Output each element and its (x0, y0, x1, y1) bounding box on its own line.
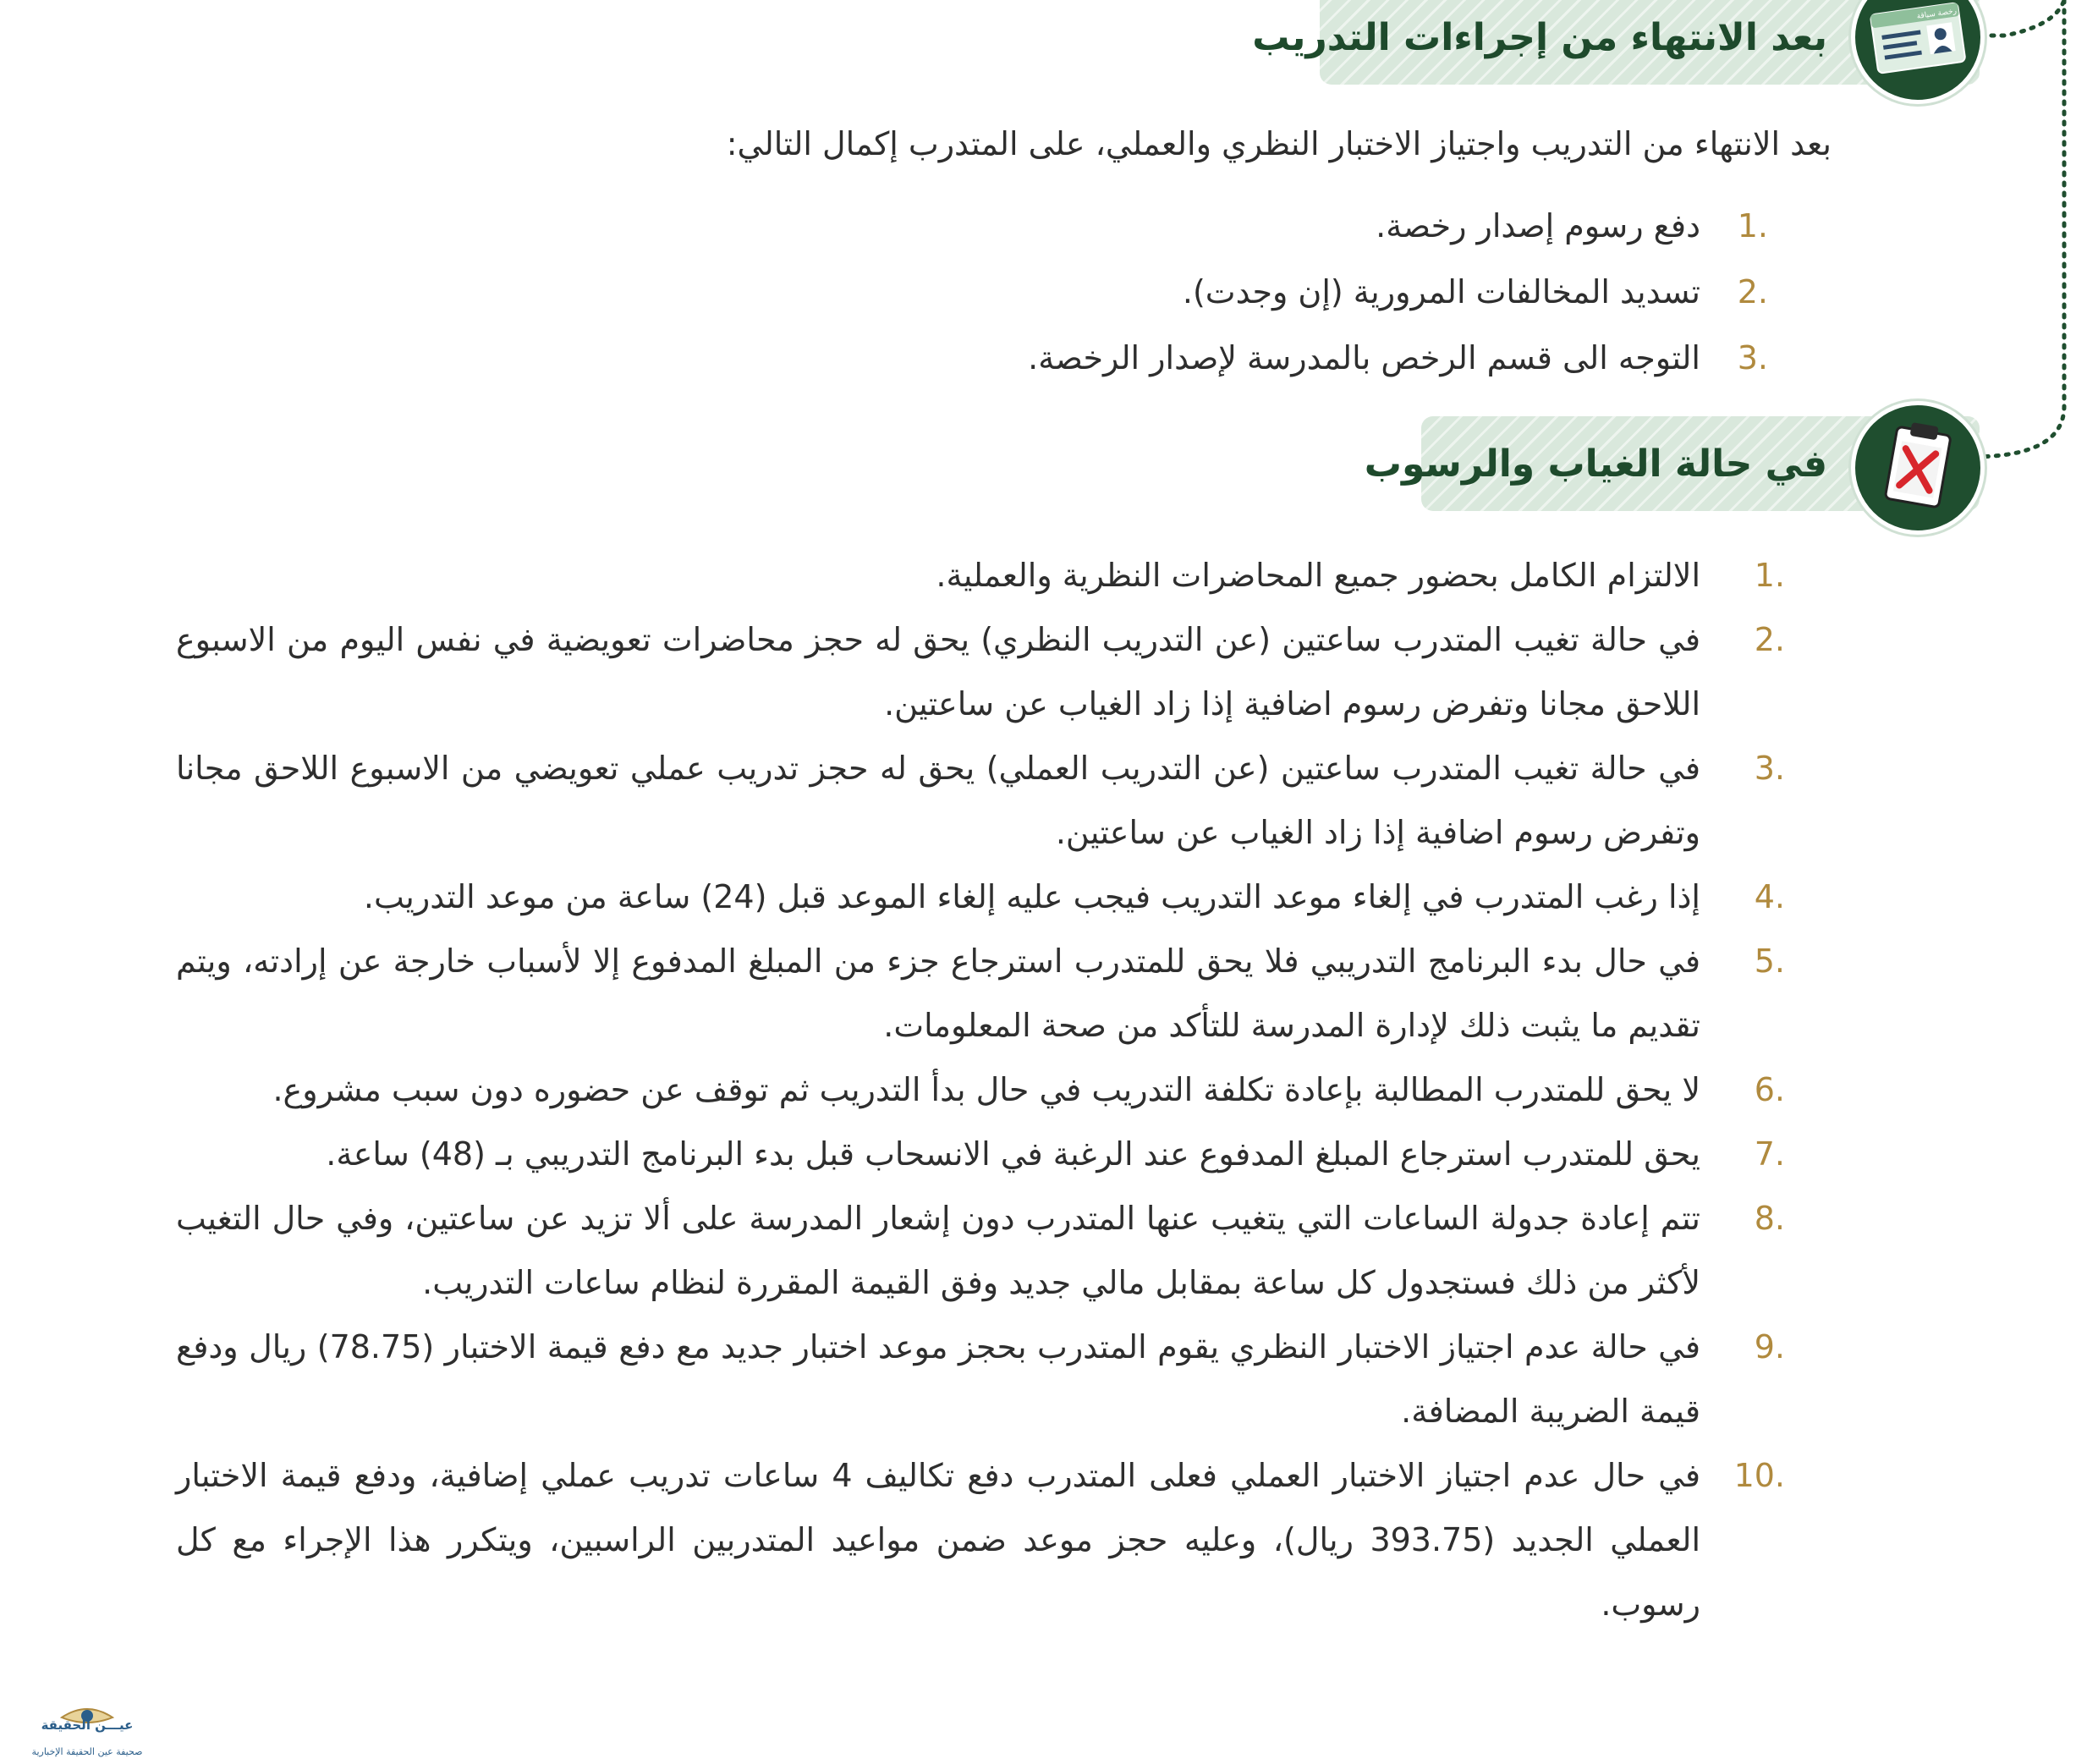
item-text: الالتزام الكامل بحضور جميع المحاضرات النظرية والعملية. (936, 557, 1700, 594)
item-text: يحق للمتدرب استرجاع المبلغ المدفوع عند الرغبة في الانسحاب قبل بدء البرنامج التدريبي بـ (48) ساعة. (326, 1135, 1700, 1173)
section-title: في حالة الغياب والرسوب (1364, 442, 1827, 486)
item-text: في حال بدء البرنامج التدريبي فلا يحق للمتدرب استرجاع جزء من المبلغ المدفوع إلا لأسباب خارجة عن إرادته، ويتم تقديم ما يثبت ذلك لإدارة المدرسة للتأكد من صحة المعلومات. (176, 942, 1700, 1044)
item-text: في حالة عدم اجتياز الاختبار النظري يقوم المتدرب بحجز موعد اختبار جديد مع دفع قيمة الاختبار (78.75) ريال ودفع قيمة الضريبة المضافة. (176, 1328, 1700, 1430)
item-number: 10. (1733, 1457, 1785, 1494)
svg-text:رخصة سياقة: رخصة سياقة (1916, 7, 1958, 21)
item-number: 6. (1754, 1071, 1785, 1108)
item-text: تتم إعادة جدولة الساعات التي يتغيب عنها المتدرب دون إشعار المدرسة على ألا تزيد عن ساعتين، وفي حال التغيب لأكثر من ذلك فستجدول كل ساعة بمقابل مالي جديد وفق القيمة المقررة لنظام ساعات التدريب. (176, 1200, 1700, 1301)
item-text: إذا رغب المتدرب في إلغاء موعد التدريب فيجب عليه إلغاء الموعد قبل (24) ساعة من موعد التدريب. (363, 878, 1700, 915)
list-item (176, 543, 1785, 607)
item-number: 8. (1754, 1200, 1785, 1237)
item-number: 9. (1754, 1328, 1785, 1366)
item-number: 4. (1754, 878, 1785, 915)
item-text: دفع رسوم إصدار رخصة. (1376, 207, 1700, 245)
item-number: 7. (1754, 1135, 1785, 1173)
item-text: في حال عدم اجتياز الاختبار العملي فعلى المتدرب دفع تكاليف 4 ساعات تدريب عملي إضافية، ودفع قيمة الاختبار العملي الجديد (393.75 ريال)، وعليه حجز موعد ضمن مواعيد المتدربين الراسبين، ويتكرر هذا الإجراء مع كل رسوب. (176, 1457, 1701, 1623)
list-item (176, 929, 1785, 1058)
license-card-icon (1851, 0, 1985, 104)
item-number: 1. (1754, 557, 1785, 594)
list-item (770, 259, 1768, 325)
item-number: 2. (1754, 621, 1785, 658)
item-text: في حالة تغيب المتدرب ساعتين (عن التدريب النظري) يحق له حجز محاضرات تعويضية في نفس اليوم من الاسبوع اللاحق مجانا وتفرض رسوم اضافية إذا زاد الغياب عن ساعتين. (176, 621, 1700, 723)
watermark-brand: عيـــن الحقيقة (41, 1717, 134, 1733)
list-item (176, 1186, 1785, 1315)
section-title: بعد الانتهاء من إجراءات التدريب (1252, 15, 1827, 59)
list-item (176, 1122, 1785, 1186)
watermark-logo (15, 1702, 159, 1763)
list-item (176, 736, 1785, 865)
item-number: 1. (1737, 207, 1768, 245)
item-text: لا يحق للمتدرب المطالبة بإعادة تكلفة التدريب في حال بدأ التدريب ثم توقف عن حضوره دون سبب مشروع. (272, 1071, 1700, 1108)
list-item (176, 1315, 1785, 1443)
item-text: التوجه الى قسم الرخص بالمدرسة لإصدار الرخصة. (1028, 339, 1700, 376)
item-text: في حالة تغيب المتدرب ساعتين (عن التدريب العملي) يحق له حجز تدريب عملي تعويضي من الاسبوع اللاحق مجانا وتفرض رسوم اضافية إذا زاد الغياب عن ساعتين. (176, 750, 1700, 851)
section-intro: بعد الانتهاء من التدريب واجتياز الاختبار النظري والعملي، على المتدرب إكمال التالي: (726, 125, 1832, 162)
item-number: 2. (1737, 273, 1768, 310)
list-item (770, 193, 1768, 259)
after-training-list (770, 193, 1768, 391)
list-item (770, 325, 1768, 391)
watermark-tagline: صحيفة عين الحقيقة الإخبارية (31, 1746, 143, 1757)
list-item (176, 607, 1785, 736)
item-number: 5. (1754, 942, 1785, 980)
clipboard-x-icon (1851, 401, 1985, 535)
item-number: 3. (1754, 750, 1785, 787)
item-text: تسديد المخالفات المرورية (إن وجدت). (1182, 273, 1700, 310)
absence-failure-list (176, 543, 1785, 1636)
list-item (176, 1058, 1785, 1122)
item-number: 3. (1737, 339, 1768, 376)
list-item (176, 865, 1785, 929)
list-item (176, 1443, 1785, 1636)
